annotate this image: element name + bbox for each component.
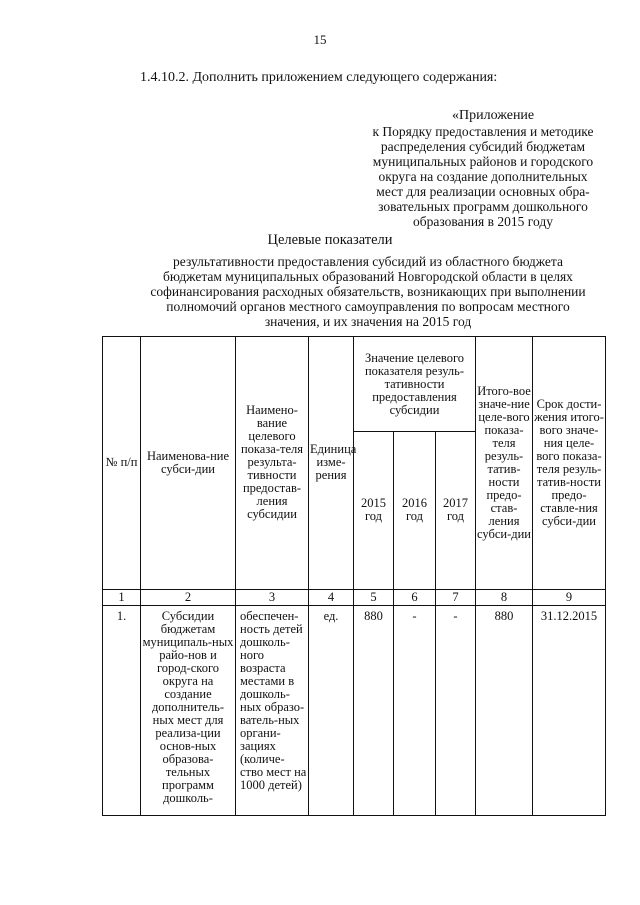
subtitle-line: софинансирования расходных обязательств, возникающих при выполнении (150, 284, 586, 299)
col-number: 6 (394, 589, 436, 605)
subtitle-line: значения, и их значения на 2015 год (264, 314, 472, 329)
cell-subsidy-name: Субсидии бюджетам муниципаль-ных райо-нов и город-ского округа на создание дополнитель-ных мест для реализа-ции основ-ных образова-тельных программ дошколь- (141, 605, 236, 815)
cell-num: 1. (103, 605, 141, 815)
subtitle-line: результативности предоставления субсидий из областного бюджета (173, 254, 563, 269)
header-subsidy-name: Наименова-ние субси-дии (141, 337, 236, 590)
header-year-2016: 2016 год (394, 432, 436, 589)
appendix-line: зовательных программ дошкольного (378, 199, 588, 214)
cell-indicator: обеспечен-ность детей дошколь-ного возраста местами в дошколь-ных образо-ватель-ных органи-зациях (количе-ство мест на 1000 детей) (236, 605, 309, 815)
header-year-2017: 2017 год (436, 432, 476, 589)
col-number: 8 (476, 589, 533, 605)
col-number: 1 (103, 589, 141, 605)
indicators-table (102, 336, 606, 816)
header-num: № п/п (103, 337, 141, 590)
document-heading: Целевые показатели (267, 232, 393, 248)
appendix-title: «Приложение (452, 108, 535, 123)
header-deadline: Срок дости-жения итого-вого значе-ния целе-вого показа-теля резуль-татив-ности предо-ставле-ния субси-дии (533, 337, 606, 590)
cell-2017: - (436, 605, 476, 815)
appendix-reference (363, 124, 603, 229)
appendix-line: к Порядку предоставления и методике (372, 124, 594, 139)
document-subtitle (133, 254, 603, 329)
cell-final: 880 (476, 605, 533, 815)
header-year-2015: 2015 год (354, 432, 394, 589)
subtitle-line: полномочий органов местного самоуправления по вопросам местного (166, 299, 570, 314)
col-number: 2 (141, 589, 236, 605)
appendix-line: муниципальных районов и городского (372, 154, 594, 169)
subtitle-line: бюджетам муниципальных образований Новгородской области в целях (163, 269, 573, 284)
appendix-line: образования в 2015 году (413, 214, 553, 229)
table-row (103, 605, 606, 815)
page-number: 15 (313, 32, 327, 47)
header-value-group: Значение целевого показателя резуль-тативности предоставления субсидии (354, 337, 476, 432)
col-number: 9 (533, 589, 606, 605)
cell-2016: - (394, 605, 436, 815)
appendix-line: округа на создание дополнительных (378, 169, 588, 184)
col-number: 4 (309, 589, 354, 605)
header-indicator-name: Наимено-вание целевого показа-теля результа-тивности предостав-ления субсидии (236, 337, 309, 590)
col-number: 5 (354, 589, 394, 605)
appendix-line: распределения субсидий бюджетам (380, 139, 586, 154)
intro-paragraph: 1.4.10.2. Дополнить приложением следующего содержания: (140, 70, 498, 85)
cell-unit: ед. (309, 605, 354, 815)
header-unit: Единица изме-рения (309, 337, 354, 590)
header-final-value: Итого-вое значе-ние целе-вого показа-теля резуль-татив-ности предо-став-ления субси-дии (476, 337, 533, 590)
col-number: 7 (436, 589, 476, 605)
col-number: 3 (236, 589, 309, 605)
cell-deadline: 31.12.2015 (533, 605, 606, 815)
cell-2015: 880 (354, 605, 394, 815)
appendix-line: мест для реализации основных обра- (376, 184, 590, 199)
